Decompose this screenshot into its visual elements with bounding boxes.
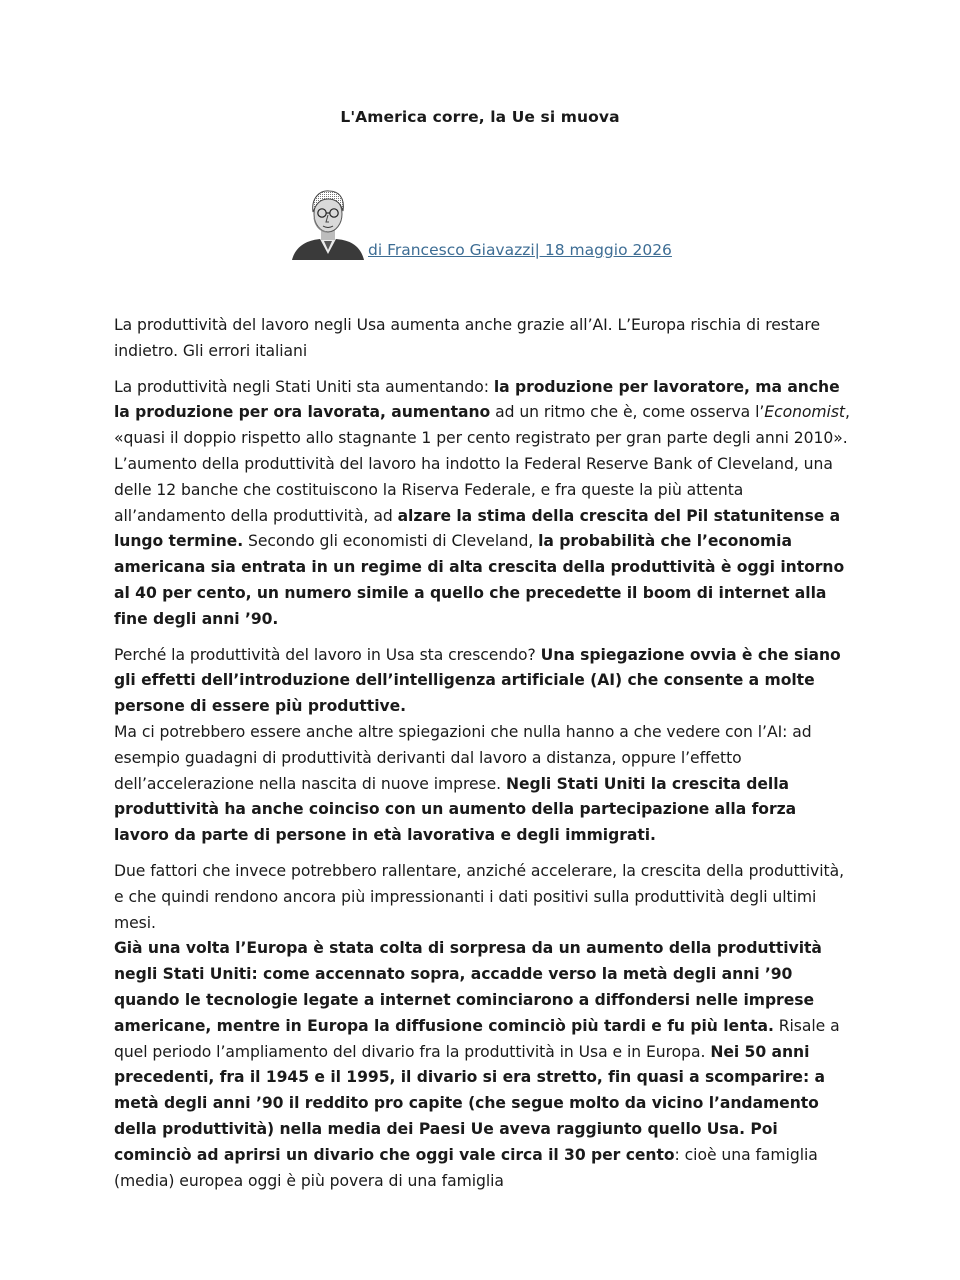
text-run: Secondo gli economisti di Cleveland, — [243, 532, 539, 551]
text-run: ad un ritmo che è, come osserva l’ — [490, 403, 765, 422]
article-title: L'America corre, la Ue si muova — [340, 108, 620, 126]
text-run: Perché la produttività del lavoro in Usa sta crescendo? — [114, 645, 541, 664]
byline-block — [290, 182, 672, 260]
author-byline-link[interactable]: di Francesco Giavazzi| 18 maggio 2026 — [368, 241, 672, 259]
text-run: Ma ci potrebbero essere anche altre spiegazioni che nulla hanno a che vedere con l’AI: ad esempio guadagni di produttività derivanti dal lavoro a distanza, oppure l’effetto dell’accelerazione nella nascita di nuove imprese. — [114, 722, 812, 793]
text-run: La produttività del lavoro negli Usa aumenta anche grazie all’AI. L’Europa rischia di restare indietro. Gli errori italiani — [114, 316, 820, 360]
bold-text: Una spiegazione ovvia è che siano gli effetti dell’introduzione dell’intelligenza artificiale (AI) che consente a molte persone di essere più produttive. — [114, 645, 841, 716]
article-paragraph — [114, 859, 854, 936]
text-run: La produttività negli Stati Uniti sta aumentando: — [114, 377, 494, 396]
article-paragraph — [114, 643, 854, 720]
article-paragraph — [114, 720, 854, 849]
article-body — [114, 313, 854, 1194]
article-paragraph — [114, 313, 854, 365]
bold-text: la produzione per lavoratore, ma anche la produzione per ora lavorata, aumentano — [114, 377, 840, 422]
text-run: Due fattori che invece potrebbero rallentare, anziché accelerare, la crescita della produttività, e che quindi rendono ancora più impressionanti i dati positivi sulla produttività degli ultimi mesi. — [114, 861, 844, 932]
text-run: : cioè una famiglia (media) europea oggi è più povera di una famiglia — [114, 1145, 818, 1190]
text-run: , «quasi il doppio rispetto allo stagnante 1 per cento registrato per gran parte degli anni 2010». L’aumento della produttività del lavoro ha indotto la Federal Reserve Bank of Cleveland, una delle 12 banche che costituiscono la Riserva Federale, e fra queste la più attenta all’andamento della produttività, ad — [114, 403, 850, 525]
bold-text: Già una volta l’Europa è stata colta di sorpresa da un aumento della produttività negli Stati Uniti: come accennato sopra, accadde verso la metà degli anni ’90 quando le tecnologie legate a internet cominciarono a diffondersi nelle imprese americane, mentre in Europa la diffusione cominciò più tardi e fu più lenta. — [114, 939, 822, 1035]
bold-text: Nei 50 anni precedenti, fra il 1945 e il 1995, il divario si era stretto, fin quasi a scomparire: a metà degli anni ’90 il reddito pro capite (che segue molto da vicino l’andamento della produttività) nella media dei Paesi Ue aveva raggiunto quello Usa. Poi cominciò ad aprirsi un divario che oggi vale circa il 30 per cento — [114, 1042, 825, 1164]
author-portrait — [290, 184, 366, 260]
bold-text: la probabilità che l’economia americana sia entrata in un regime di alta crescita della produttività è oggi intorno al 40 per cento, un numero simile a quello che precedette il boom di internet alla fine degli anni ’90. — [114, 532, 845, 628]
bold-text: alzare la stima della crescita del Pil statunitense a lungo termine. — [114, 506, 841, 551]
italic-text: Economist — [764, 403, 845, 422]
article-paragraph — [114, 375, 854, 633]
bold-text: Negli Stati Uniti la crescita della produttività ha anche coinciso con un aumento della partecipazione alla forza lavoro da parte di persone in età lavorativa e degli immigrati. — [114, 774, 797, 845]
article-paragraph — [114, 936, 854, 1194]
text-run: Risale a quel periodo l’ampliamento del divario fra la produttività in Usa e in Europa. — [114, 1016, 840, 1061]
